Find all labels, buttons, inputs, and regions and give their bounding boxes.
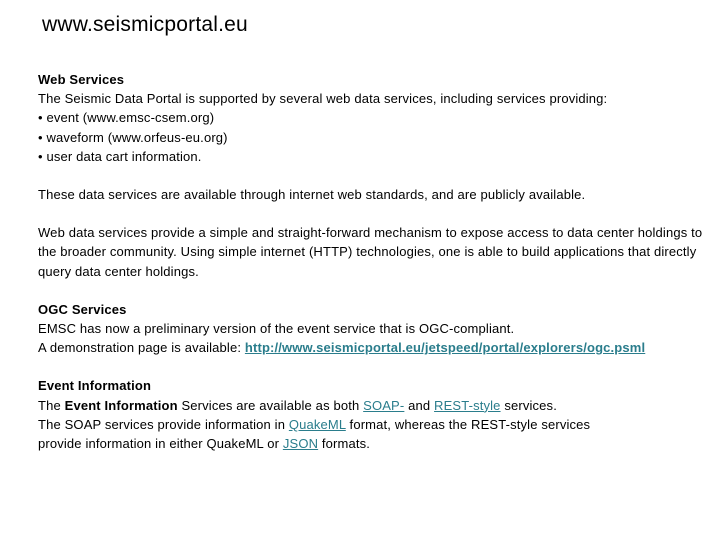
quakeml-link[interactable]: QuakeML [288, 416, 346, 432]
rest-info-prefix: provide information in either QuakeML or [38, 436, 283, 452]
ogc-demo-link[interactable]: http://www.seismicportal.eu/jetspeed/portal/explorers/ogc.psml [244, 340, 646, 356]
json-link[interactable]: JSON [282, 436, 319, 452]
rest-info-suffix: formats. [318, 436, 371, 452]
bullet-user-data-cart: • user data cart information. [38, 148, 202, 164]
web-services-heading: Web Services [38, 72, 125, 87]
mechanism-text: Web data services provide a simple and straight-forward mechanism to expose access to data center holdings to the broader community. Using simple internet (HTTP) technologies, one is able to build applications that directly query data center holdings. [38, 225, 703, 279]
event-info-suffix: services. [500, 397, 557, 413]
event-information-section [38, 376, 710, 453]
event-info-mid: Services are available as both [177, 397, 364, 413]
ogc-demo-prefix: A demonstration page is available: [38, 340, 245, 356]
event-info-line-2 [38, 415, 710, 434]
site-title: www.seismicportal.eu [42, 13, 248, 36]
event-info-line-3 [38, 434, 710, 453]
rest-style-link[interactable]: REST-style [434, 397, 501, 413]
bullet-waveform: • waveform (www.orfeus-eu.org) [38, 129, 228, 145]
event-information-heading: Event Information [38, 378, 152, 394]
web-services-intro: The Seismic Data Portal is supported by several web data services, including services providing: [38, 91, 608, 107]
bullet-event: • event (www.emsc-csem.org) [38, 110, 215, 126]
availability-text: These data services are available through internet web standards, and are publicly available. [38, 187, 586, 203]
soap-link[interactable]: SOAP- [363, 397, 405, 413]
ogc-description: EMSC has now a preliminary version of the event service that is OGC-compliant. [38, 321, 515, 337]
availability-section [38, 185, 710, 204]
event-info-bold-term: Event Information [64, 397, 178, 413]
soap-info-prefix: The SOAP services provide information in [38, 416, 289, 432]
ogc-heading: OGC Services [38, 301, 127, 317]
mechanism-section [38, 223, 710, 281]
page-content [38, 70, 710, 472]
event-info-prefix: The [38, 397, 65, 413]
event-info-and: and [404, 397, 435, 413]
ogc-demo-line [38, 338, 710, 357]
ogc-section [38, 300, 710, 358]
soap-info-suffix: format, whereas the REST-style services [345, 416, 591, 432]
event-info-line-1 [38, 396, 710, 415]
web-services-section [38, 70, 710, 166]
